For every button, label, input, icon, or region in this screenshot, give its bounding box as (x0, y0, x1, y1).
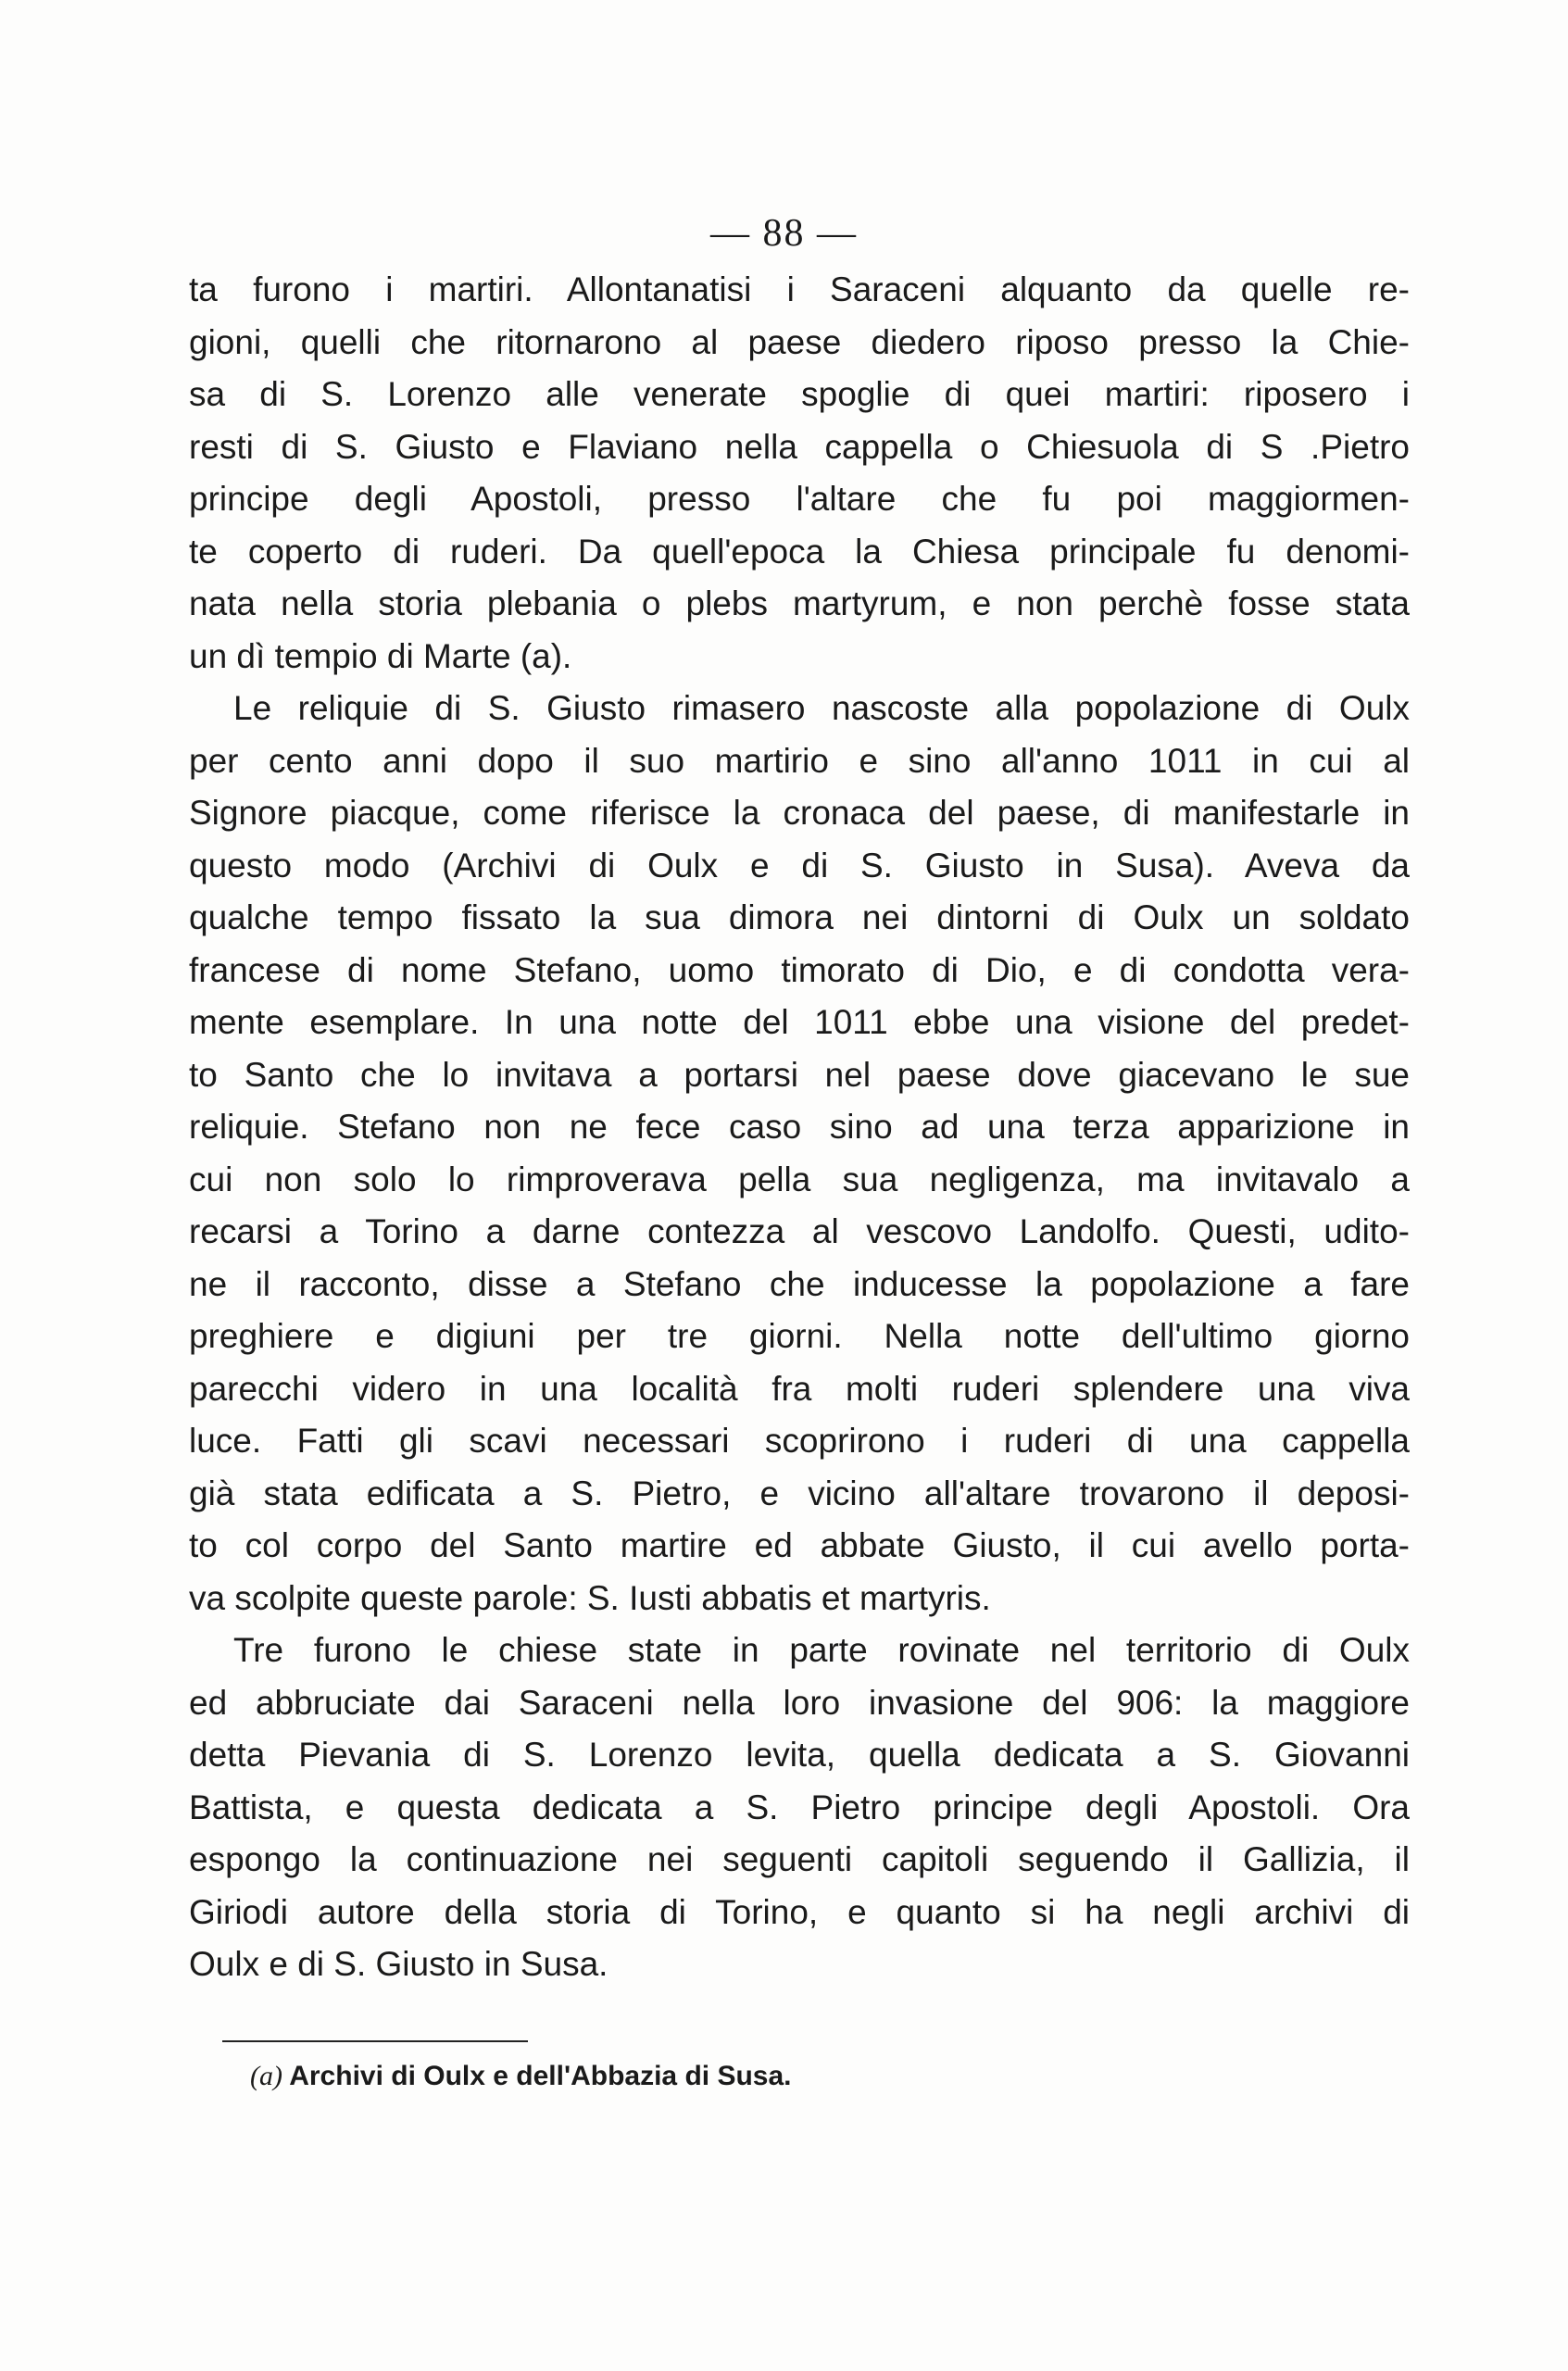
text-line: mente esemplare. In una notte del 1011 ebbe una visione del predet- (189, 1003, 1410, 1041)
footnote (250, 2058, 792, 2095)
text-line: te coperto di ruderi. Da quell'epoca la Chiesa principale fu denomi- (189, 532, 1410, 571)
text-line: Giriodi autore della storia di Torino, e quanto si ha negli archivi di (189, 1892, 1410, 1931)
text-line: to col corpo del Santo martire ed abbate Giusto, il cui avello porta- (189, 1526, 1410, 1564)
text-line: Oulx e di S. Giusto in Susa. (189, 1945, 608, 1983)
text-line: reliquie. Stefano non ne fece caso sino ad una terza apparizione in (189, 1108, 1410, 1146)
text-line: detta Pievania di S. Lorenzo levita, quella dedicata a S. Giovanni (189, 1736, 1410, 1774)
text-line: resti di S. Giusto e Flaviano nella cappella o Chiesuola di S .Pietro (189, 427, 1410, 466)
text-line: questo modo (Archivi di Oulx e di S. Giusto in Susa). Aveva da (189, 846, 1410, 884)
text-line: per cento anni dopo il suo martirio e sino all'anno 1011 in cui al (189, 741, 1410, 780)
text-line: parecchi videro in una località fra molti ruderi splendere una viva (189, 1369, 1410, 1408)
body-text (189, 264, 1410, 1991)
footnote-divider (222, 2040, 528, 2042)
text-line: luce. Fatti gli scavi necessari scoprirono i ruderi di una cappella (189, 1422, 1410, 1460)
text-line: to Santo che lo invitava a portarsi nel paese dove giacevano le sue (189, 1055, 1410, 1094)
text-line: francese di nome Stefano, uomo timorato di Dio, e di condotta vera- (189, 950, 1410, 989)
text-line: va scolpite queste parole: S. Iusti abbatis et martyris. (189, 1578, 991, 1617)
text-line: un dì tempio di Marte (a). (189, 636, 572, 675)
text-line: sa di S. Lorenzo alle venerate spoglie di quei martiri: riposero i (189, 375, 1410, 413)
text-line: recarsi a Torino a darne contezza al vescovo Landolfo. Questi, udito- (189, 1212, 1410, 1250)
text-line: gioni, quelli che ritornarono al paese diedero riposo presso la Chie- (189, 322, 1410, 361)
text-line: preghiere e digiuni per tre giorni. Nella notte dell'ultimo giorno (189, 1317, 1410, 1355)
text-line: qualche tempo fissato la sua dimora nei dintorni di Oulx un soldato (189, 898, 1410, 936)
text-line: espongo la continuazione nei seguenti capitoli seguendo il Gallizia, il (189, 1840, 1410, 1878)
text-line: nata nella storia plebania o plebs martyrum, e non perchè fosse stata (189, 584, 1410, 622)
text-line: Le reliquie di S. Giusto rimasero nascoste alla popolazione di Oulx (233, 689, 1410, 727)
paragraph-3 (189, 1625, 1410, 1991)
text-line: ta furono i martiri. Allontanatisi i Saraceni alquanto da quelle re- (189, 270, 1410, 308)
text-line: principe degli Apostoli, presso l'altare che fu poi maggiormen- (189, 480, 1410, 518)
page-number: — 88 — (710, 212, 858, 255)
paragraph-2 (189, 683, 1410, 1625)
text-line: già stata edificata a S. Pietro, e vicino all'altare trovarono il deposi- (189, 1474, 1410, 1512)
text-line: cui non solo lo rimproverava pella sua negligenza, ma invitavalo a (189, 1160, 1410, 1198)
text-line: ed abbruciate dai Saraceni nella loro invasione del 906: la maggiore (189, 1683, 1410, 1722)
text-line: ne il racconto, disse a Stefano che inducesse la popolazione a fare (189, 1264, 1410, 1303)
paragraph-1 (189, 264, 1410, 683)
footnote-text: Archivi di Oulx e dell'Abbazia di Susa. (289, 2061, 792, 2091)
text-line: Tre furono le chiese state in parte rovinate nel territorio di Oulx (233, 1631, 1410, 1669)
text-line: Battista, e questa dedicata a S. Pietro principe degli Apostoli. Ora (189, 1788, 1410, 1826)
text-line: Signore piacque, come riferisce la cronaca del paese, di manifestarle in (189, 794, 1410, 832)
footnote-mark: (a) (250, 2061, 282, 2091)
